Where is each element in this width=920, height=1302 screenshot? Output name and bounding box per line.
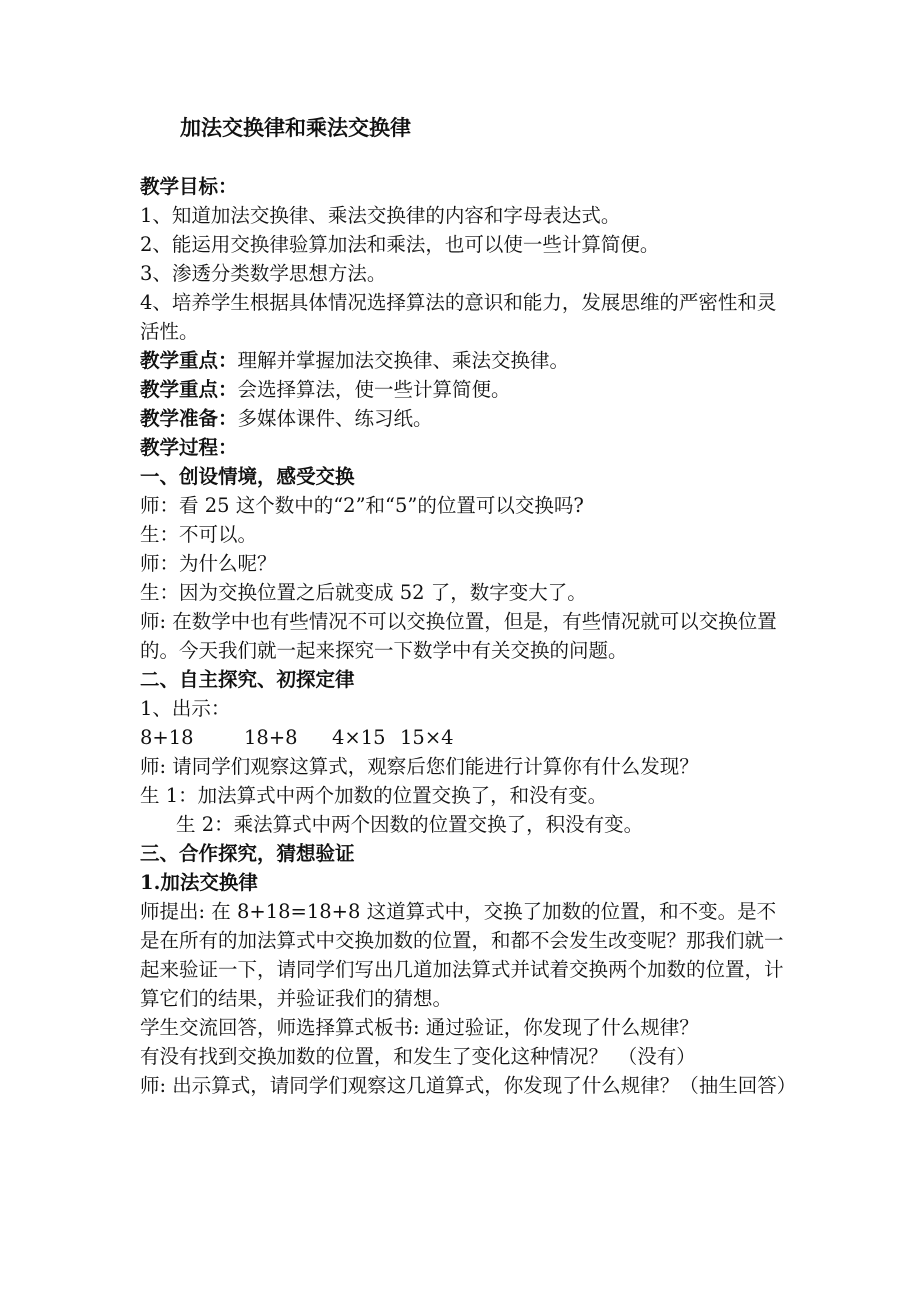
key-point-1	[140, 346, 790, 375]
dialogue-line: 师: 出示算式，请同学们观察这几道算式，你发现了什么规律？（抽生回答）	[140, 1074, 797, 1097]
objectives-heading: 教学目标：	[140, 175, 238, 198]
dialogue-line: 学生交流回答，师选择算式板书: 通过验证，你发现了什么规律？	[140, 1016, 699, 1039]
objective-item: 4、培养学生根据具体情况选择算法的意识和能力，发展思维的严密性和灵活性。	[140, 291, 777, 343]
key-point-1-label: 教学重点：	[140, 349, 238, 372]
objective-item: 2、能运用交换律验算加法和乘法，也可以使一些计算简便。	[140, 233, 660, 256]
dialogue-line: 生：因为交换位置之后就变成 52 了，数字变大了。	[140, 581, 587, 604]
process-heading: 教学过程：	[140, 436, 238, 459]
dialogue-line: 师：看 25 这个数中的“2”和“5”的位置可以交换吗?	[140, 494, 584, 517]
preparation-text: 多媒体课件、练习纸。	[237, 407, 433, 430]
dialogue-line: 师提出: 在 8+18=18+8 这道算式中，交换了加数的位置，和不变。是不是在所有的加法算式中交换加数的位置，和都不会发生改变呢？那我们就一起来验证一下，请同学们写出几道加法算式并试着交换两个加数的位置，计算它们的结果，并验证我们的猜想。	[140, 900, 784, 1010]
formula: 18+8	[244, 726, 298, 749]
section1-heading: 一、创设情境，感受交换	[140, 465, 355, 488]
show-label: 1、出示：	[140, 697, 231, 720]
section3-heading: 三、合作探究，猜想验证	[140, 842, 355, 865]
key-point-1-text: 理解并掌握加法交换律、乘法交换律。	[237, 349, 570, 372]
dialogue-line: 师：为什么呢？	[140, 552, 277, 575]
formula: 4×15	[332, 726, 386, 749]
dialogue-line: 师: 请同学们观察这算式，观察后您们能进行计算你有什么发现？	[140, 755, 699, 778]
key-point-2-text: 会选择算法，使一些计算简便。	[237, 378, 511, 401]
dialogue-line: 生：不可以。	[140, 523, 258, 546]
dialogue-line: 有没有找到交换加数的位置，和发生了变化这种情况？ （没有）	[140, 1045, 696, 1068]
document-title: 加法交换律和乘法交换律	[180, 115, 411, 140]
formula: 8+18	[140, 726, 194, 749]
dialogue-line: 师: 在数学中也有些情况不可以交换位置，但是，有些情况就可以交换位置的。今天我们就一起来探究一下数学中有关交换的问题。	[140, 610, 777, 662]
preparation-label: 教学准备：	[140, 407, 238, 430]
formula-row	[140, 723, 790, 752]
dialogue-line: 生 1：加法算式中两个加数的位置交换了，和没有变。	[140, 784, 608, 807]
section3-subheading: 1.加法交换律	[140, 871, 258, 894]
section2-heading: 二、自主探究、初探定律	[140, 668, 355, 691]
objective-item: 3、渗透分类数学思想方法。	[140, 262, 387, 285]
preparation	[140, 404, 790, 433]
dialogue-line: 生 2：乘法算式中两个因数的位置交换了，积没有变。	[176, 813, 644, 836]
document-body	[140, 172, 797, 1100]
key-point-2	[140, 375, 790, 404]
key-point-2-label: 教学重点：	[140, 378, 238, 401]
objective-item: 1、知道加法交换律、乘法交换律的内容和字母表达式。	[140, 204, 621, 227]
formula: 15×4	[400, 726, 454, 749]
